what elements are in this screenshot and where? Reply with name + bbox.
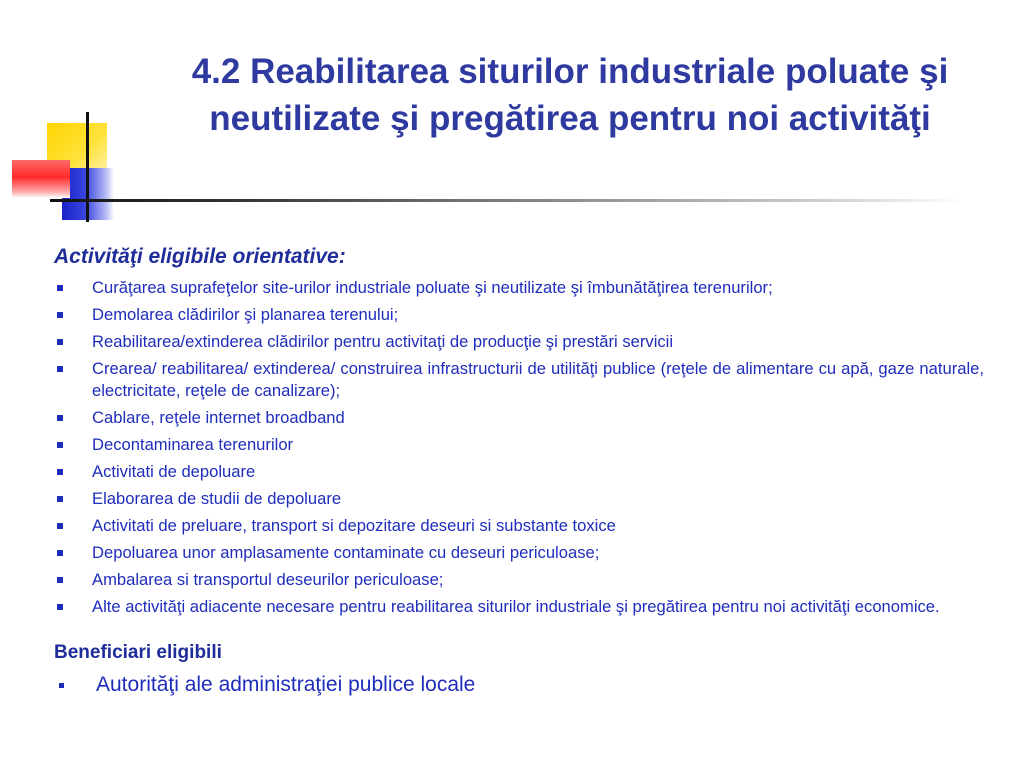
- list-item: [54, 542, 984, 564]
- square-bullet-icon: [57, 523, 63, 529]
- square-bullet-icon: [57, 550, 63, 556]
- list-item-text: Alte activităţi adiacente necesare pentru reabilitarea siturilor industriale şi pregătirea pentru noi activităţi economice.: [92, 597, 940, 616]
- list-item-text: Activitati de depoluare: [92, 462, 256, 481]
- square-bullet-icon: [57, 285, 63, 291]
- list-item: [54, 515, 984, 537]
- slide-title: 4.2 Reabilitarea siturilor industriale poluate şi neutilizate şi pregătirea pentru noi activităţi: [191, 52, 949, 138]
- list-item: [54, 304, 984, 326]
- list-item-text: Depoluarea unor amplasamente contaminate cu deseuri periculoase;: [92, 543, 600, 562]
- list-item: [54, 596, 984, 618]
- list-item-text: Cablare, reţele internet broadband: [92, 408, 345, 427]
- square-bullet-icon: [57, 339, 63, 345]
- beneficiaries-heading: Beneficiari eligibili: [54, 642, 222, 663]
- square-bullet-icon: [57, 469, 63, 475]
- list-item-text: Elaborarea de studii de depoluare: [92, 489, 342, 508]
- square-bullet-icon: [59, 683, 64, 688]
- list-item-text: Ambalarea si transportul deseurilor periculoase;: [92, 570, 444, 589]
- list-item-text: Decontaminarea terenurilor: [92, 435, 294, 454]
- square-bullet-icon: [57, 442, 63, 448]
- list-item: [54, 569, 984, 591]
- slide-content: [54, 245, 984, 698]
- beneficiary-item: [54, 672, 984, 698]
- horizontal-rule-decoration: [50, 199, 964, 202]
- list-item: [54, 461, 984, 483]
- vertical-line-decoration: [86, 112, 89, 222]
- list-item: [54, 358, 984, 402]
- square-bullet-icon: [57, 496, 63, 502]
- square-bullet-icon: [57, 415, 63, 421]
- list-item: [54, 331, 984, 353]
- square-bullet-icon: [57, 366, 63, 372]
- square-bullet-icon: [57, 577, 63, 583]
- list-item-text: Curăţarea suprafeţelor site-urilor industriale poluate şi neutilizate şi îmbunătăţirea terenurilor;: [92, 278, 773, 297]
- beneficiary-text: Autorităţi ale administraţiei publice locale: [96, 673, 476, 696]
- activities-heading: Activităţi eligibile orientative:: [54, 245, 346, 268]
- list-item: [54, 488, 984, 510]
- list-item: [54, 434, 984, 456]
- square-bullet-icon: [57, 312, 63, 318]
- square-bullet-icon: [57, 604, 63, 610]
- list-item-text: Reabilitarea/extinderea clădirilor pentru activitaţi de producţie şi prestări servicii: [92, 332, 674, 351]
- list-item: [54, 277, 984, 299]
- list-item-text: Crearea/ reabilitarea/ extinderea/ construirea infrastructurii de utilităţi publice (reţele de alimentare cu apă, gaze naturale, electricitate, reţele de canalizare);: [92, 359, 984, 400]
- list-item-text: Activitati de preluare, transport si depozitare deseuri si substante toxice: [92, 516, 616, 535]
- list-item: [54, 407, 984, 429]
- activities-list: [54, 277, 984, 618]
- list-item-text: Demolarea clădirilor şi planarea terenului;: [92, 305, 399, 324]
- red-rectangle-decoration: [12, 160, 70, 198]
